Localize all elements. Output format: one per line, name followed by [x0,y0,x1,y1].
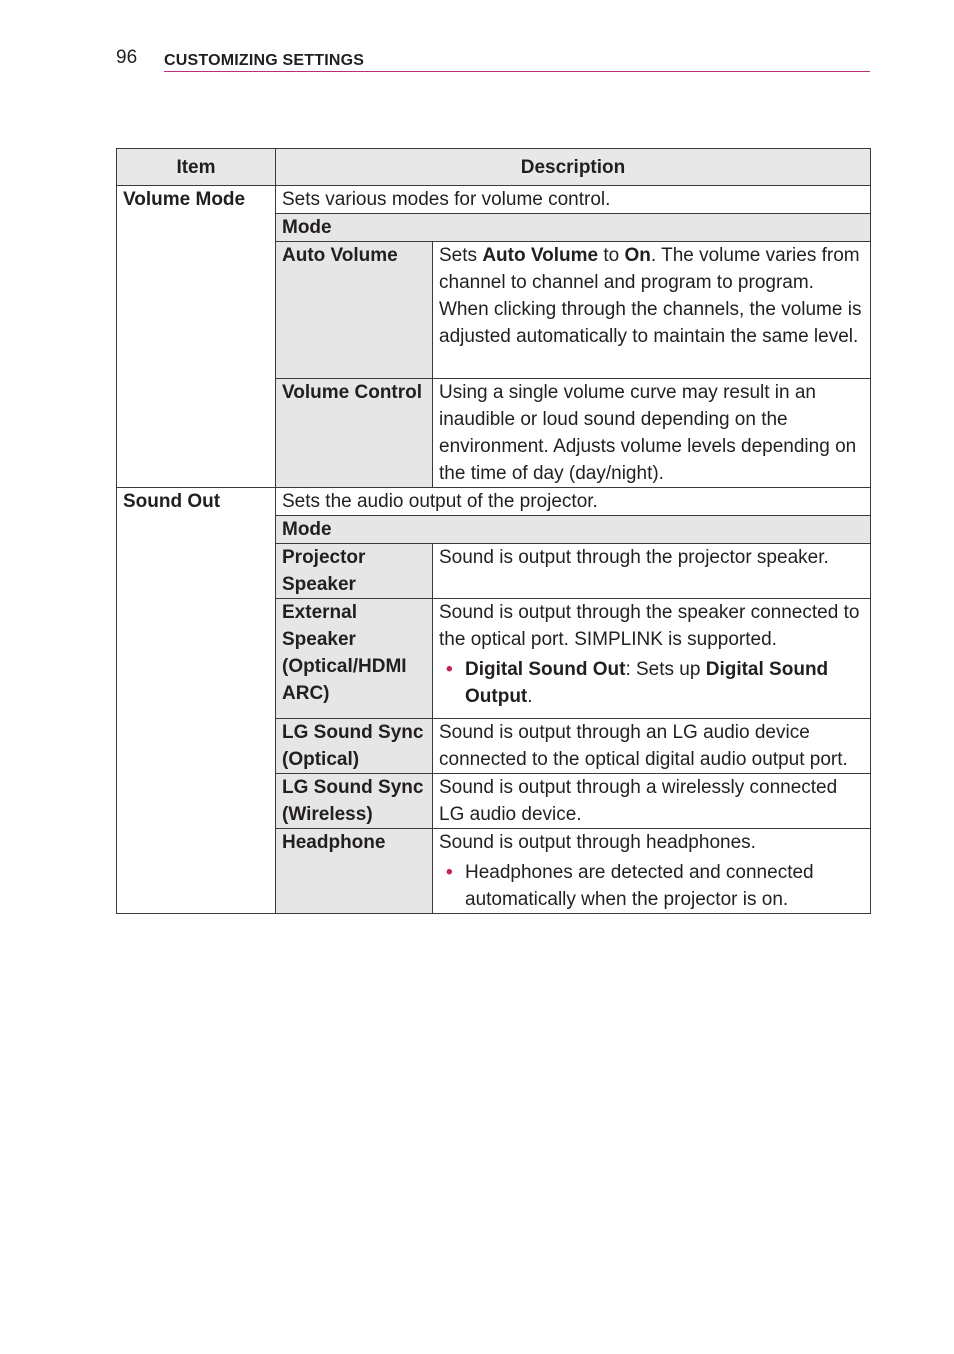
volume-mode-mode-label: Mode [276,214,871,242]
table-row [117,186,871,214]
lg-sound-sync-wireless-desc: Sound is output through a wirelessly connected LG audio device. [433,774,871,829]
bullet-icon: • [446,659,453,680]
volume-control-desc: Using a single volume curve may result in an inaudible or loud sound depending on the environment. Adjusts volume levels depending on the time of day (day/night). [433,379,871,488]
sound-out-intro: Sets the audio output of the projector. [276,488,871,516]
table-row [117,488,871,516]
bullet-icon: • [446,862,453,883]
column-header-item: Item [117,149,276,186]
headphone-name: Headphone [276,829,433,914]
headphone-desc [433,829,871,914]
headphone-desc-text: Sound is output through headphones. [439,832,756,853]
auto-volume-desc: Sets Auto Volume to On. The volume varies from channel to channel and program to program. When clicking through the channels, the volume is adjusted automatically to maintain the same level. [433,242,871,379]
page-number: 96 [116,47,138,68]
external-speaker-desc [433,599,871,719]
item-sound-out: Sound Out [117,488,276,914]
external-speaker-name: External Speaker (Optical/HDMI ARC) [276,599,433,719]
headphone-notes [439,859,864,913]
section-title: CUSTOMIZING SETTINGS [164,52,365,69]
auto-volume-name: Auto Volume [276,242,433,379]
projector-speaker-name: Projector Speaker [276,544,433,599]
lg-sound-sync-optical-desc: Sound is output through an LG audio device connected to the optical digital audio output port. [433,719,871,774]
volume-mode-intro: Sets various modes for volume control. [276,186,871,214]
header-rule [164,71,870,72]
table-header-row [117,149,871,186]
settings-table [116,148,871,914]
item-volume-mode: Volume Mode [117,186,276,488]
external-speaker-notes [439,656,864,710]
column-header-description: Description [276,149,871,186]
volume-control-name: Volume Control [276,379,433,488]
external-speaker-desc-text: Sound is output through the speaker connected to the optical port. SIMPLINK is supported. [439,602,860,650]
sound-out-mode-label: Mode [276,516,871,544]
lg-sound-sync-optical-name: LG Sound Sync (Optical) [276,719,433,774]
list-item: • Digital Sound Out: Sets up Digital Sound Output. [439,656,864,710]
list-item: • Headphones are detected and connected automatically when the projector is on. [439,859,864,913]
lg-sound-sync-wireless-name: LG Sound Sync (Wireless) [276,774,433,829]
projector-speaker-desc: Sound is output through the projector speaker. [433,544,871,599]
